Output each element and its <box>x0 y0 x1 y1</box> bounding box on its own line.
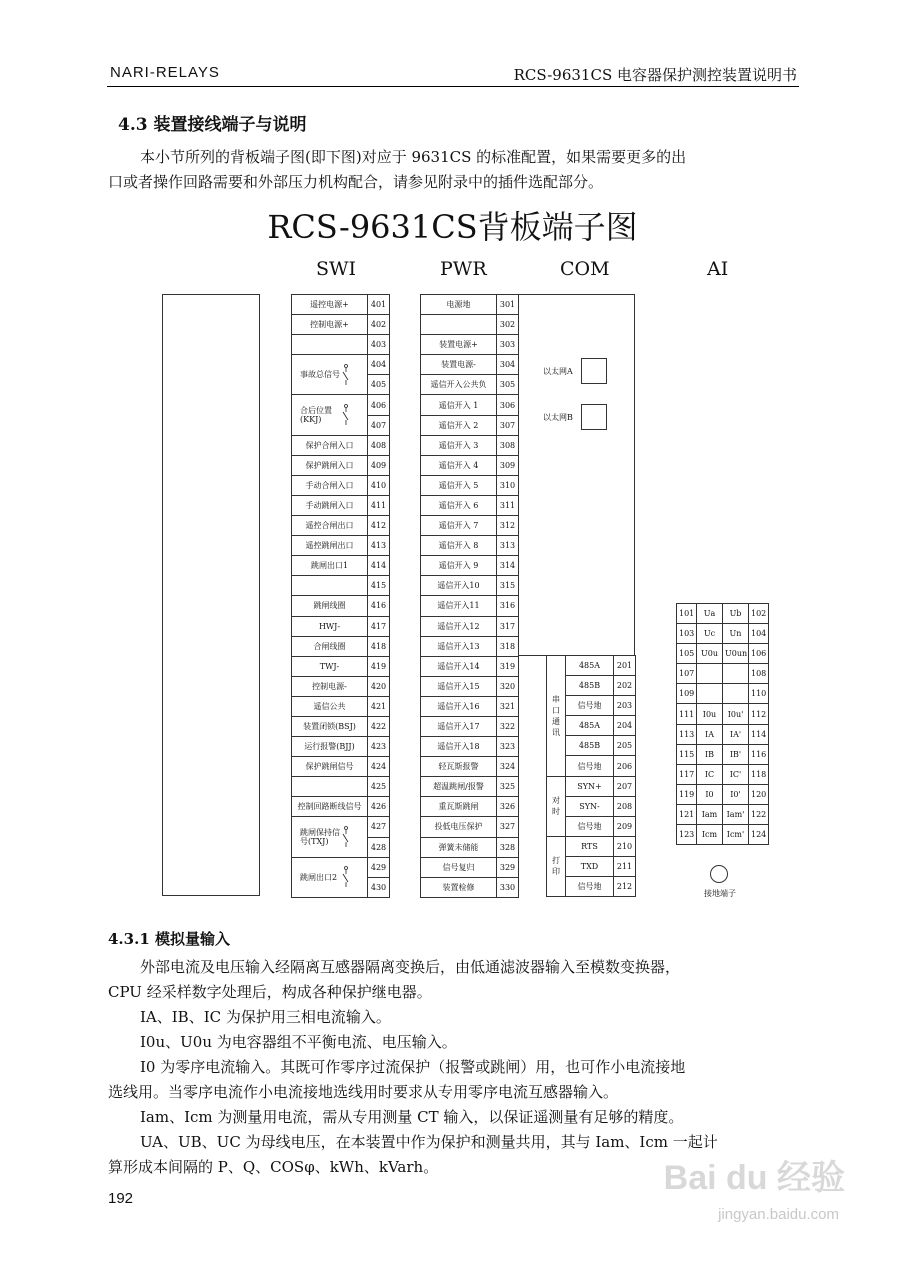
swi-row <box>292 536 390 556</box>
ai-row <box>677 684 769 704</box>
pwr-row <box>421 817 519 837</box>
com-row <box>547 776 636 796</box>
swi-label: 遥信公共 <box>292 696 368 716</box>
swi-row <box>292 395 390 415</box>
body-line-4: I0u、U0u 为电容器组不平衡电流、电压输入。 <box>140 1033 457 1051</box>
ai-row <box>677 704 769 724</box>
com-terminal-number: 203 <box>614 696 636 716</box>
swi-row <box>292 576 390 596</box>
swi-terminal-number: 405 <box>368 375 390 395</box>
swi-label: 遥控合闸出口 <box>292 516 368 536</box>
ai-terminal-number-left: 111 <box>677 704 697 724</box>
swi-label: 跳闸保持信号(TXJ) <box>292 817 368 857</box>
ai-signal-left: IC <box>697 764 723 784</box>
ai-row <box>677 664 769 684</box>
com-terminal-number: 201 <box>614 656 636 676</box>
swi-terminal-number: 419 <box>368 656 390 676</box>
ai-signal-right: I0' <box>723 784 749 804</box>
pwr-terminal-number: 323 <box>497 737 519 757</box>
swi-terminal-number: 407 <box>368 415 390 435</box>
pwr-row <box>421 455 519 475</box>
swi-terminal-number: 418 <box>368 636 390 656</box>
pwr-label: 投低电压保护 <box>421 817 497 837</box>
com-terminal-number: 204 <box>614 716 636 736</box>
com-terminal-number: 210 <box>614 836 636 856</box>
ai-terminal-number-left: 121 <box>677 804 697 824</box>
pwr-label: 遥信开入 2 <box>421 415 497 435</box>
ai-terminal-number-right: 114 <box>749 724 769 744</box>
swi-label: TWJ- <box>292 656 368 676</box>
pwr-row <box>421 857 519 877</box>
ai-terminal-number-right: 104 <box>749 624 769 644</box>
pwr-terminal-number: 322 <box>497 716 519 736</box>
pwr-terminal-number: 330 <box>497 877 519 897</box>
com-signal-label: TXD <box>566 856 614 876</box>
pwr-terminal-number: 318 <box>497 636 519 656</box>
pwr-row <box>421 596 519 616</box>
swi-label: 控制电源- <box>292 676 368 696</box>
header-rule <box>107 86 799 87</box>
ai-row <box>677 784 769 804</box>
pwr-label: 遥信开入13 <box>421 636 497 656</box>
swi-label <box>292 335 368 355</box>
column-header-com: COM <box>560 258 610 280</box>
intro-line-1: 本小节所列的背板端子图(即下图)对应于 9631CS 的标准配置，如果需要更多的出 <box>140 148 687 166</box>
page-number: 192 <box>108 1190 134 1207</box>
pwr-label: 遥信开入10 <box>421 576 497 596</box>
swi-terminal-number: 424 <box>368 757 390 777</box>
pwr-terminal-number: 326 <box>497 797 519 817</box>
pwr-terminal-number: 304 <box>497 355 519 375</box>
pwr-label: 遥信开入公共负 <box>421 375 497 395</box>
ai-terminal-table <box>676 603 769 845</box>
subsection-title: 4.3.1 模拟量输入 <box>108 930 230 948</box>
ethernet-b-port <box>581 404 607 430</box>
pwr-row <box>421 636 519 656</box>
swi-row <box>292 295 390 315</box>
com-terminal-number: 211 <box>614 856 636 876</box>
ai-row <box>677 764 769 784</box>
pwr-row <box>421 516 519 536</box>
ai-signal-left: U0u <box>697 644 723 664</box>
pwr-label: 遥信开入 1 <box>421 395 497 415</box>
pwr-terminal-number: 307 <box>497 415 519 435</box>
swi-terminal-number: 415 <box>368 576 390 596</box>
swi-row <box>292 636 390 656</box>
swi-label: 事故总信号 <box>292 355 368 395</box>
pwr-terminal-number: 309 <box>497 455 519 475</box>
com-terminal-number: 212 <box>614 877 636 897</box>
com-signal-label: 信号地 <box>566 756 614 776</box>
pwr-label: 遥信开入15 <box>421 676 497 696</box>
swi-row <box>292 716 390 736</box>
swi-terminal-number: 404 <box>368 355 390 375</box>
pwr-label: 遥信开入 7 <box>421 516 497 536</box>
swi-label: 遥控电源+ <box>292 295 368 315</box>
pwr-row <box>421 335 519 355</box>
pwr-terminal-number: 320 <box>497 676 519 696</box>
pwr-terminal-number: 321 <box>497 696 519 716</box>
body-line-1: 外部电流及电压输入经隔离互感器隔离变换后，由低通滤波器输入至模数变换器， <box>140 958 681 976</box>
pwr-row <box>421 716 519 736</box>
swi-terminal-number: 411 <box>368 495 390 515</box>
swi-terminal-number: 429 <box>368 857 390 877</box>
swi-row <box>292 355 390 375</box>
ai-terminal-number-right: 106 <box>749 644 769 664</box>
com-group-label: 对时 <box>547 776 566 836</box>
ai-signal-left: Uc <box>697 624 723 644</box>
ai-terminal-number-left: 119 <box>677 784 697 804</box>
pwr-terminal-number: 306 <box>497 395 519 415</box>
swi-terminal-number: 420 <box>368 676 390 696</box>
pwr-label: 遥信开入 8 <box>421 536 497 556</box>
swi-label: 跳闸出口1 <box>292 556 368 576</box>
ethernet-a-port <box>581 358 607 384</box>
ai-terminal-number-left: 115 <box>677 744 697 764</box>
swi-label: 保护跳闸入口 <box>292 455 368 475</box>
swi-terminal-number: 412 <box>368 516 390 536</box>
ai-signal-left: I0 <box>697 784 723 804</box>
ai-signal-left: IA <box>697 724 723 744</box>
pwr-row <box>421 315 519 335</box>
ai-signal-right: IB' <box>723 744 749 764</box>
swi-terminal-number: 430 <box>368 877 390 897</box>
swi-terminal-number: 406 <box>368 395 390 415</box>
pwr-terminal-number: 311 <box>497 495 519 515</box>
swi-row <box>292 495 390 515</box>
diagram-title: RCS-9631CS背板端子图 <box>267 208 638 246</box>
swi-label: 手动合闸入口 <box>292 475 368 495</box>
body-line-3: IA、IB、IC 为保护用三相电流输入。 <box>140 1008 391 1026</box>
ai-row <box>677 804 769 824</box>
pwr-row <box>421 656 519 676</box>
swi-terminal-number: 409 <box>368 455 390 475</box>
swi-row <box>292 676 390 696</box>
pwr-terminal-number: 301 <box>497 295 519 315</box>
ai-signal-left: Ua <box>697 604 723 624</box>
pwr-terminal-number: 305 <box>497 375 519 395</box>
pwr-row <box>421 837 519 857</box>
swi-row <box>292 335 390 355</box>
ai-terminal-number-right: 116 <box>749 744 769 764</box>
pwr-label: 装置电源+ <box>421 335 497 355</box>
com-terminal-number: 205 <box>614 736 636 756</box>
ai-terminal-number-right: 112 <box>749 704 769 724</box>
swi-terminal-number: 425 <box>368 777 390 797</box>
com-signal-label: 信号地 <box>566 816 614 836</box>
body-line-5: I0 为零序电流输入。其既可作零序过流保护（报警或跳闸）用，也可作小电流接地 <box>140 1058 686 1076</box>
pwr-terminal-number: 316 <box>497 596 519 616</box>
pwr-row <box>421 375 519 395</box>
swi-label: 运行报警(BJJ) <box>292 737 368 757</box>
pwr-label: 信号复归 <box>421 857 497 877</box>
pwr-row <box>421 556 519 576</box>
swi-terminal-number: 416 <box>368 596 390 616</box>
ai-terminal-number-left: 105 <box>677 644 697 664</box>
ai-terminal-number-left: 109 <box>677 684 697 704</box>
pwr-terminal-number: 329 <box>497 857 519 877</box>
ai-terminal-number-right: 118 <box>749 764 769 784</box>
watermark-url: jingyan.baidu.com <box>718 1206 839 1223</box>
swi-label: 合闸线圈 <box>292 636 368 656</box>
pwr-label: 弹簧未储能 <box>421 837 497 857</box>
pwr-label: 遥信开入11 <box>421 596 497 616</box>
swi-label: 跳闸出口2 <box>292 857 368 897</box>
com-ethernet-panel <box>518 294 635 656</box>
com-signal-label: 信号地 <box>566 877 614 897</box>
swi-label: 控制电源+ <box>292 315 368 335</box>
pwr-terminal-number: 310 <box>497 475 519 495</box>
ai-terminal-number-right: 108 <box>749 664 769 684</box>
ground-terminal-label: 接地端子 <box>704 889 736 898</box>
com-signal-label: 信号地 <box>566 696 614 716</box>
swi-terminal-number: 422 <box>368 716 390 736</box>
body-line-2: CPU 经采样数字处理后，构成各种保护继电器。 <box>108 983 432 1001</box>
swi-terminal-number: 401 <box>368 295 390 315</box>
com-terminal-number: 202 <box>614 676 636 696</box>
pwr-label: 装置检修 <box>421 877 497 897</box>
com-signal-label: RTS <box>566 836 614 856</box>
swi-terminal-number: 414 <box>368 556 390 576</box>
pwr-terminal-number: 328 <box>497 837 519 857</box>
body-line-9: 算形成本间隔的 P、Q、COSφ、kWh、kVarh。 <box>108 1158 439 1176</box>
pwr-terminal-number: 303 <box>497 335 519 355</box>
ai-row <box>677 744 769 764</box>
ai-signal-left: I0u <box>697 704 723 724</box>
blank-board <box>162 294 260 896</box>
swi-label: 控制回路断线信号 <box>292 797 368 817</box>
com-row <box>547 836 636 856</box>
pwr-row <box>421 797 519 817</box>
pwr-row <box>421 536 519 556</box>
ai-signal-left: Icm <box>697 825 723 845</box>
com-terminal-number: 209 <box>614 816 636 836</box>
body-line-8: UA、UB、UC 为母线电压，在本装置中作为保护和测量共用，其与 Iam、Icm 一起计 <box>140 1133 718 1151</box>
pwr-row <box>421 295 519 315</box>
pwr-terminal-number: 313 <box>497 536 519 556</box>
pwr-row <box>421 495 519 515</box>
ai-terminal-number-right: 110 <box>749 684 769 704</box>
header-left: NARI-RELAYS <box>110 64 220 81</box>
com-signal-label: SYN- <box>566 796 614 816</box>
pwr-row <box>421 777 519 797</box>
pwr-terminal-number: 327 <box>497 817 519 837</box>
column-header-swi: SWI <box>316 258 357 280</box>
body-line-7: Iam、Icm 为测量用电流，需从专用测量 CT 输入，以保证遥测量有足够的精度。 <box>140 1108 684 1126</box>
com-signal-label: 485A <box>566 716 614 736</box>
swi-row <box>292 777 390 797</box>
swi-terminal-number: 428 <box>368 837 390 857</box>
ai-signal-right: Un <box>723 624 749 644</box>
pwr-label: 遥信开入18 <box>421 737 497 757</box>
ai-terminal-number-right: 120 <box>749 784 769 804</box>
ethernet-a-label: 以太网A <box>543 367 573 376</box>
swi-row <box>292 475 390 495</box>
swi-row <box>292 757 390 777</box>
pwr-terminal-number: 324 <box>497 757 519 777</box>
pwr-row <box>421 576 519 596</box>
pwr-terminal-number: 315 <box>497 576 519 596</box>
ai-signal-right: U0un <box>723 644 749 664</box>
pwr-label: 遥信开入17 <box>421 716 497 736</box>
pwr-row <box>421 757 519 777</box>
pwr-terminal-number: 302 <box>497 315 519 335</box>
pwr-terminal-number: 314 <box>497 556 519 576</box>
swi-row <box>292 656 390 676</box>
ai-signal-right <box>723 664 749 684</box>
pwr-label: 遥信开入 3 <box>421 435 497 455</box>
pwr-label: 重瓦斯跳闸 <box>421 797 497 817</box>
swi-row <box>292 455 390 475</box>
pwr-label: 电源地 <box>421 295 497 315</box>
ai-signal-left: Iam <box>697 804 723 824</box>
ai-terminal-number-right: 122 <box>749 804 769 824</box>
swi-label <box>292 777 368 797</box>
body-line-6: 选线用。当零序电流作小电流接地选线用时要求从专用零序电流互感器输入。 <box>108 1083 619 1101</box>
pwr-terminal-number: 312 <box>497 516 519 536</box>
swi-row <box>292 315 390 335</box>
ai-signal-right: Iam' <box>723 804 749 824</box>
swi-terminal-number: 427 <box>368 817 390 837</box>
swi-terminal-number: 417 <box>368 616 390 636</box>
swi-row <box>292 435 390 455</box>
com-signal-label: 485B <box>566 736 614 756</box>
pwr-terminal-number: 317 <box>497 616 519 636</box>
swi-label: 装置闭锁(BSJ) <box>292 716 368 736</box>
section-title: 4.3 装置接线端子与说明 <box>118 115 307 135</box>
swi-row <box>292 616 390 636</box>
com-group-label: 串口通讯 <box>547 656 566 777</box>
swi-label: HWJ- <box>292 616 368 636</box>
ai-terminal-number-left: 123 <box>677 825 697 845</box>
ai-terminal-number-left: 103 <box>677 624 697 644</box>
pwr-row <box>421 355 519 375</box>
ai-terminal-number-left: 101 <box>677 604 697 624</box>
swi-label <box>292 576 368 596</box>
com-signal-label: 485A <box>566 656 614 676</box>
swi-label: 遥控跳闸出口 <box>292 536 368 556</box>
pwr-label: 遥信开入 6 <box>421 495 497 515</box>
pwr-label <box>421 315 497 335</box>
pwr-row <box>421 696 519 716</box>
swi-label: 手动跳闸入口 <box>292 495 368 515</box>
ai-row <box>677 825 769 845</box>
pwr-label: 遥信开入12 <box>421 616 497 636</box>
pwr-label: 超温跳闸/报警 <box>421 777 497 797</box>
ai-signal-right: IA' <box>723 724 749 744</box>
pwr-row <box>421 676 519 696</box>
pwr-label: 遥信开入 5 <box>421 475 497 495</box>
header-right: RCS-9631CS 电容器保护测控装置说明书 <box>513 66 797 84</box>
ai-row <box>677 604 769 624</box>
ai-signal-right: Icm' <box>723 825 749 845</box>
com-signal-label: SYN+ <box>566 776 614 796</box>
pwr-row <box>421 475 519 495</box>
swi-label: 保护跳闸信号 <box>292 757 368 777</box>
swi-terminal-number: 403 <box>368 335 390 355</box>
swi-label: 合后位置(KKJ) <box>292 395 368 435</box>
com-signal-label: 485B <box>566 676 614 696</box>
swi-label: 保护合闸入口 <box>292 435 368 455</box>
pwr-label: 遥信开入 9 <box>421 556 497 576</box>
ai-terminal-number-left: 113 <box>677 724 697 744</box>
ethernet-b-label: 以太网B <box>543 413 573 422</box>
column-header-ai: AI <box>707 258 729 280</box>
pwr-label: 遥信开入14 <box>421 656 497 676</box>
com-terminal-number: 206 <box>614 756 636 776</box>
swi-terminal-number: 423 <box>368 737 390 757</box>
swi-terminal-number: 408 <box>368 435 390 455</box>
ai-signal-right: Ub <box>723 604 749 624</box>
swi-terminal-number: 426 <box>368 797 390 817</box>
swi-row <box>292 737 390 757</box>
swi-terminal-number: 410 <box>368 475 390 495</box>
swi-row <box>292 797 390 817</box>
ai-signal-left <box>697 684 723 704</box>
column-header-pwr: PWR <box>440 258 487 280</box>
swi-row <box>292 516 390 536</box>
pwr-terminal-number: 308 <box>497 435 519 455</box>
ai-terminal-number-right: 102 <box>749 604 769 624</box>
ai-terminal-number-left: 107 <box>677 664 697 684</box>
pwr-row <box>421 616 519 636</box>
swi-terminal-table <box>291 294 390 898</box>
swi-row <box>292 857 390 877</box>
pwr-label: 遥信开入 4 <box>421 455 497 475</box>
ai-signal-left: IB <box>697 744 723 764</box>
ai-row <box>677 724 769 744</box>
swi-label: 跳闸线圈 <box>292 596 368 616</box>
pwr-terminal-number: 319 <box>497 656 519 676</box>
ai-row <box>677 644 769 664</box>
pwr-label: 遥信开入16 <box>421 696 497 716</box>
ai-terminal-number-right: 124 <box>749 825 769 845</box>
pwr-terminal-number: 325 <box>497 777 519 797</box>
pwr-terminal-table <box>420 294 519 898</box>
pwr-label: 装置电源- <box>421 355 497 375</box>
ai-signal-right <box>723 684 749 704</box>
com-terminal-table <box>546 655 636 897</box>
com-row <box>547 656 636 676</box>
intro-line-2: 口或者操作回路需要和外部压力机构配合，请参见附录中的插件选配部分。 <box>108 173 604 191</box>
swi-terminal-number: 421 <box>368 696 390 716</box>
pwr-row <box>421 877 519 897</box>
ai-signal-right: IC' <box>723 764 749 784</box>
pwr-label: 轻瓦斯报警 <box>421 757 497 777</box>
pwr-row <box>421 395 519 415</box>
swi-terminal-number: 402 <box>368 315 390 335</box>
swi-row <box>292 817 390 837</box>
swi-row <box>292 596 390 616</box>
com-group-label: 打印 <box>547 836 566 896</box>
ai-signal-right: I0u' <box>723 704 749 724</box>
ground-terminal-icon <box>710 865 728 883</box>
com-terminal-number: 208 <box>614 796 636 816</box>
pwr-row <box>421 415 519 435</box>
swi-terminal-number: 413 <box>368 536 390 556</box>
ai-row <box>677 624 769 644</box>
ai-terminal-number-left: 117 <box>677 764 697 784</box>
com-terminal-number: 207 <box>614 776 636 796</box>
swi-row <box>292 556 390 576</box>
pwr-row <box>421 737 519 757</box>
pwr-row <box>421 435 519 455</box>
watermark-logo: Bai du 经验 <box>663 1159 845 1197</box>
swi-row <box>292 696 390 716</box>
ai-signal-left <box>697 664 723 684</box>
